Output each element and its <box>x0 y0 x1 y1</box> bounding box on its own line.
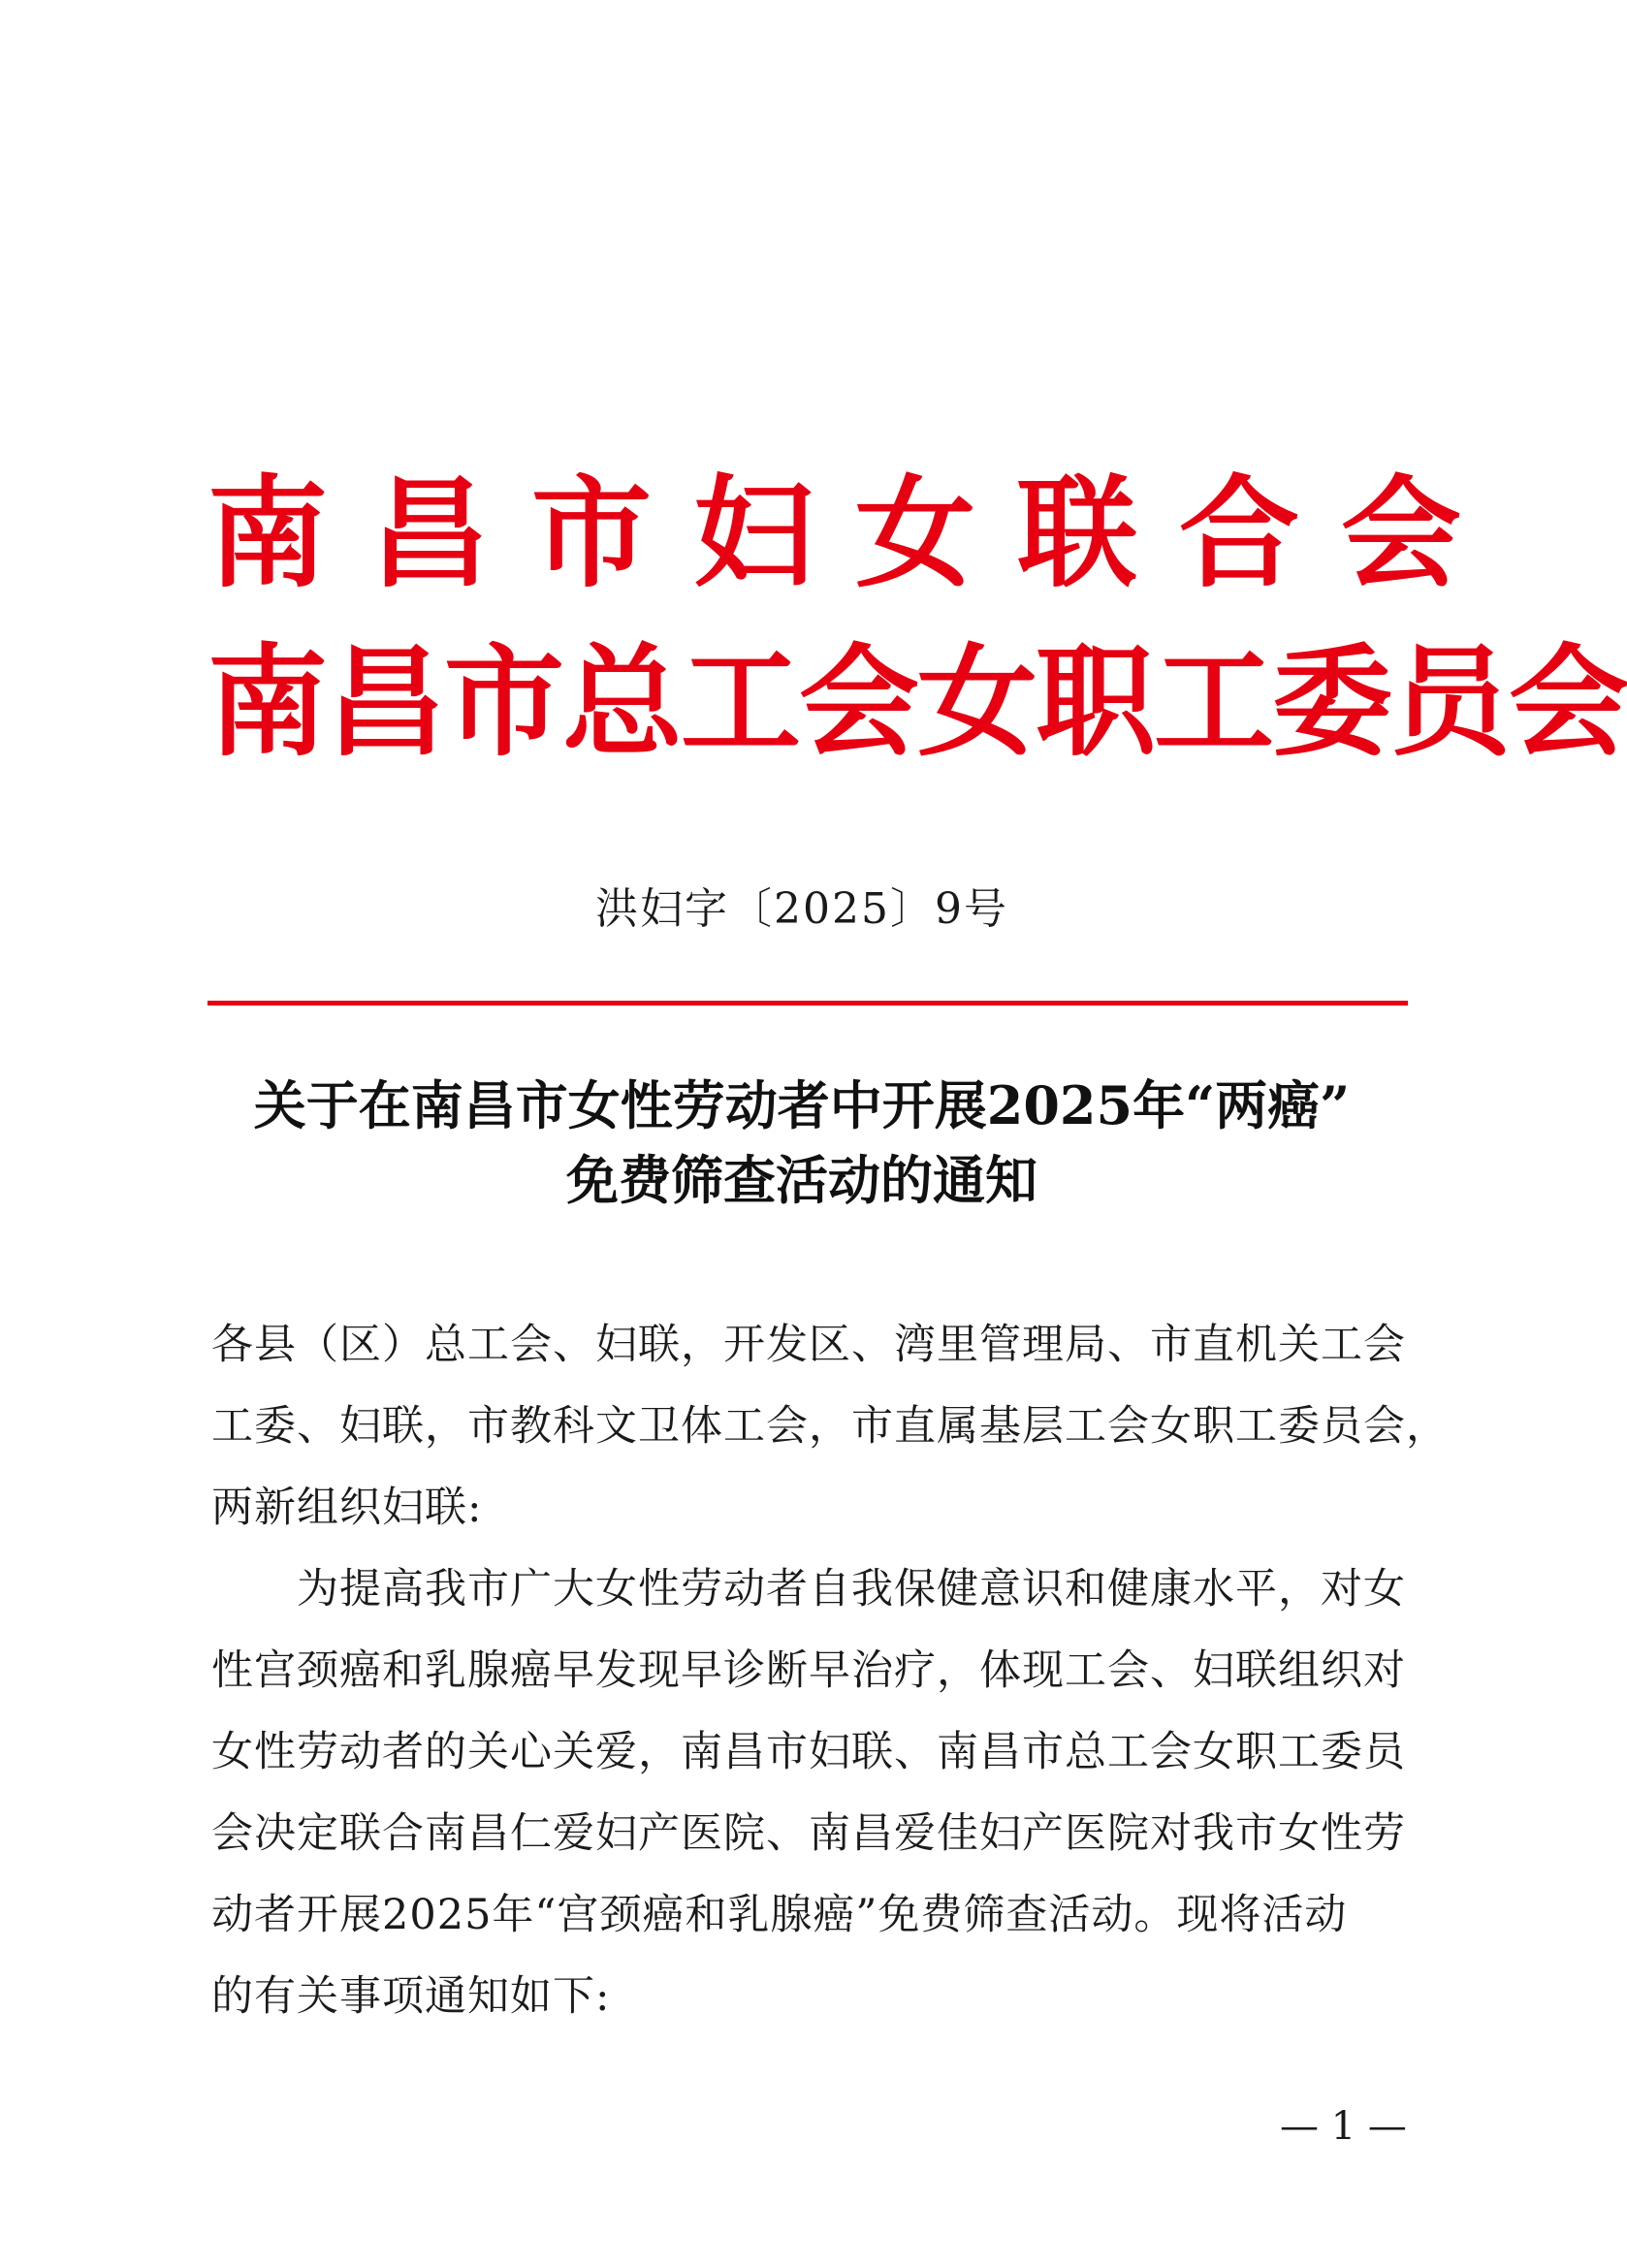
red-divider-rule <box>207 1001 1408 1006</box>
body-paragraph-line-2: 性宫颈癌和乳腺癌早发现早诊断早治疗，体现工会、妇联组织对 <box>211 1646 1406 1695</box>
addressee-line-3: 两新组织妇联: <box>211 1484 483 1532</box>
body-paragraph-line-4: 会决定联合南昌仁爱妇产医院、南昌爱佳妇产医院对我市女性劳 <box>211 1809 1406 1858</box>
page-number: — 1 — <box>1280 2104 1407 2149</box>
document-title-line-1: 关于在南昌市女性劳动者中开展2025年“两癌” <box>253 1074 1351 1136</box>
document-title-line-2: 免费筛查活动的通知 <box>566 1149 1037 1211</box>
addressee-line-2: 工委、妇联，市教科文卫体工会，市直属基层工会女职工委员会， <box>211 1402 1449 1451</box>
issuer-name-union-womens-committee: 南昌市总工会女职工委员会 <box>207 632 1627 773</box>
body-paragraph-line-1: 为提高我市广大女性劳动者自我保健意识和健康水平，对女 <box>211 1565 1406 1613</box>
body-paragraph-line-3: 女性劳动者的关心关爱，南昌市妇联、南昌市总工会女职工委员 <box>211 1728 1406 1776</box>
body-paragraph-line-6: 的有关事项通知如下: <box>211 1972 611 2021</box>
document-number: 洪妇字〔2025〕9号 <box>595 884 1008 934</box>
addressee-line-1: 各县（区）总工会、妇联，开发区、湾里管理局、市直机关工会 <box>211 1321 1406 1369</box>
issuer-name-womens-federation: 南昌市妇女联合会 <box>207 463 1504 604</box>
body-paragraph-line-5: 动者开展2025年“宫颈癌和乳腺癌”免费筛查活动。现将活动 <box>211 1891 1348 1939</box>
